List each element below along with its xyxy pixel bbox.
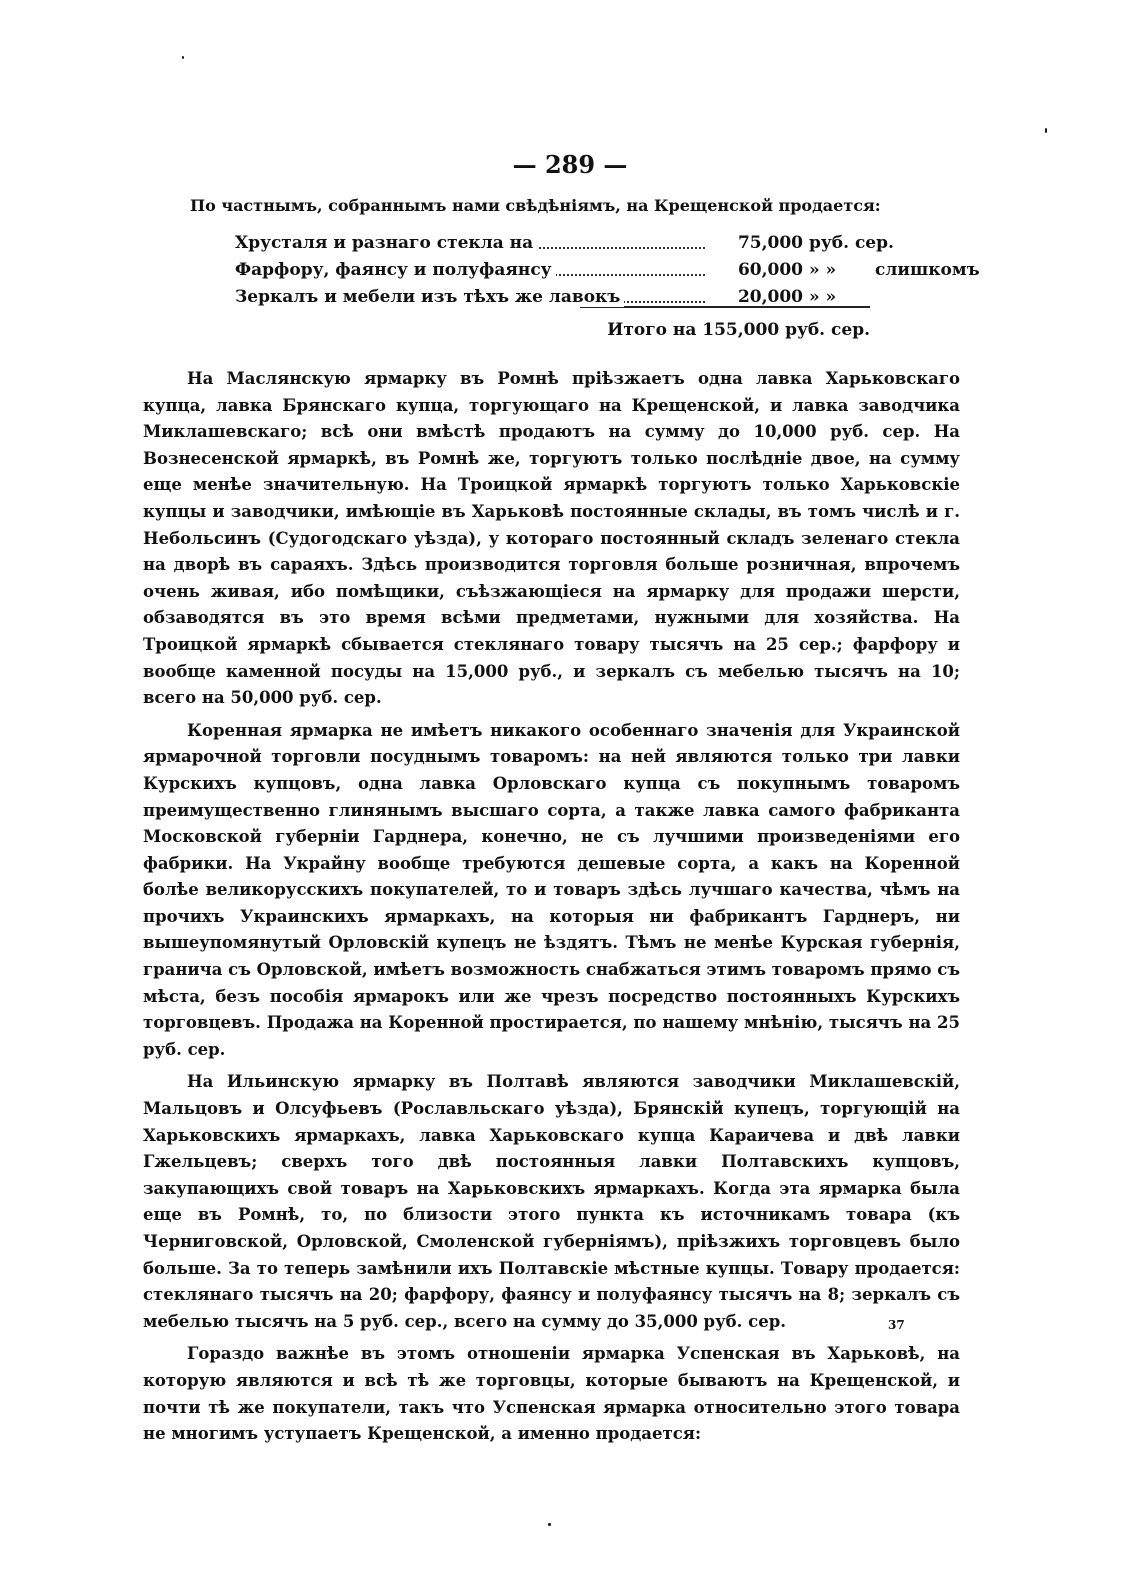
paragraph: На Ильинскую ярмарку въ Полтавѣ являются заводчики Миклашевскій, Мальцовъ и Олсуфьевъ (Рославльскаго уѣзда), Брянскій купецъ, торгующій на Харьковскихъ ярмаркахъ, лавка Харьковскаго купца Караичева и двѣ лавки Гжельцевъ; сверхъ того двѣ постоянныя лавки Полтавскихъ купцовъ, закупающихъ свой товаръ на Харьковскихъ ярмаркахъ. Когда эта ярмарка была еще въ Ромнѣ, то, по близости этого пункта къ источникамъ товара (къ Черниговской, Орловской, Смоленской губерніямъ), пріѣзжихъ торговцевъ было больше. За то теперь замѣнили ихъ Полтавскіе мѣстные купцы. Товару продается: стеклянаго тысячъ на 20; фарфору, фаянсу и полуфаянсу тысячъ на 8; зеркалъ съ мебелью тысячъ на 5 руб. сер., всего на сумму до 35,000 руб. сер. — [143, 1072, 960, 1331]
row-item: Фарфору, фаянсу и полуфаянсу — [235, 260, 556, 280]
row-unit: руб. сер. — [809, 233, 894, 253]
signature-mark: 37 — [888, 1318, 905, 1332]
page-number: — 289 — — [512, 150, 628, 179]
intro-line: По частнымъ, собраннымъ нами свѣдѣніямъ, на Крещенской продается: — [190, 196, 881, 215]
scan-speck — [182, 56, 184, 59]
table-row — [235, 257, 980, 284]
row-item: Зеркалъ и мебели изъ тѣхъ же лавокъ — [235, 287, 624, 307]
table-row — [235, 230, 975, 257]
row-amount: 20,000 — [737, 287, 803, 307]
table-total: Итого на 155,000 руб. сер. — [607, 320, 870, 340]
row-amount: 75,000 — [737, 233, 803, 253]
row-amount: 60,000 — [737, 260, 803, 280]
row-unit: » » — [809, 287, 837, 307]
row-note: слишкомъ — [875, 260, 980, 280]
paragraph: Коренная ярмарка не имѣетъ никакого особеннаго значенія для Украинской ярмарочной торговли посуднымъ товаромъ: на ней являются только три лавки Курскихъ купцовъ, одна лавка Орловскаго купца съ покупнымъ товаромъ преимущественно глинянымъ высшаго сорта, а также лавка самого фабриканта Московской губерніи Гарднера, конечно, не съ лучшими произведеніями его фабрики. На Украйну вообще требуются дешевые сорта, а какъ на Коренной болѣе великорусскихъ покупателей, то и товаръ здѣсь лучшаго качества, чѣмъ на прочихъ Украинскихъ ярмаркахъ, на которыя ни фабрикантъ Гарднеръ, ни вышеупомянутый Орловскій купецъ не ѣздятъ. Тѣмъ не менѣе Курская губернія, гранича съ Орловской, имѣетъ возможность снабжаться этимъ товаромъ прямо съ мѣста, безъ пособія ярмарокъ или же чрезъ посредство постоянныхъ Курскихъ торговцевъ. Продажа на Коренной простирается, по нашему мнѣнію, тысячъ на 25 руб. сер. — [143, 720, 960, 1059]
row-item: Хрусталя и разнаго стекла на — [235, 233, 537, 253]
scan-speck — [1045, 128, 1047, 133]
row-unit: » » — [809, 260, 837, 280]
paragraph: Гораздо важнѣе въ этомъ отношеніи ярмарка Успенская въ Харьковѣ, на которую являются и всѣ тѣ же торговцы, которые бываютъ на Крещенской, и почти тѣ же покупатели, такъ что Успенская ярмарка относительно этого товара не многимъ уступаетъ Крещенской, а именно продается: — [143, 1344, 960, 1444]
sales-table — [235, 230, 980, 311]
body-text — [143, 366, 960, 1454]
scan-speck — [548, 1523, 551, 1526]
paragraph: На Маслянскую ярмарку въ Ромнѣ пріѣзжаетъ одна лавка Харьковскаго купца, лавка Брянскаго купца, торгующаго на Крещенской, и лавка заводчика Миклашевскаго; всѣ они вмѣстѣ продаютъ на сумму до 10,000 руб. сер. На Вознесенской ярмаркѣ, въ Ромнѣ же, торгуютъ только послѣдніе двое, на сумму еще менѣе значительную. На Троицкой ярмаркѣ торгуютъ только Харьковскіе купцы и заводчики, имѣющіе въ Харьковѣ постоянные склады, въ томъ числѣ и г. Небольсинъ (Судогодскаго уѣзда), у котораго постоянный складъ зеленаго стекла на дворѣ въ сараяхъ. Здѣсь производится торговля больше розничная, впрочемъ очень живая, ибо помѣщики, съѣзжающіеся на ярмарку для продажи шерсти, обзаводятся въ это время всѣми предметами, нужными для хозяйства. На Троицкой ярмаркѣ сбывается стеклянаго товару тысячъ на 25 сер.; фарфору и вообще каменной посуды на 15,000 руб., и зеркалъ съ мебелью тысячъ на 10; всего на 50,000 руб. сер. — [143, 369, 960, 708]
